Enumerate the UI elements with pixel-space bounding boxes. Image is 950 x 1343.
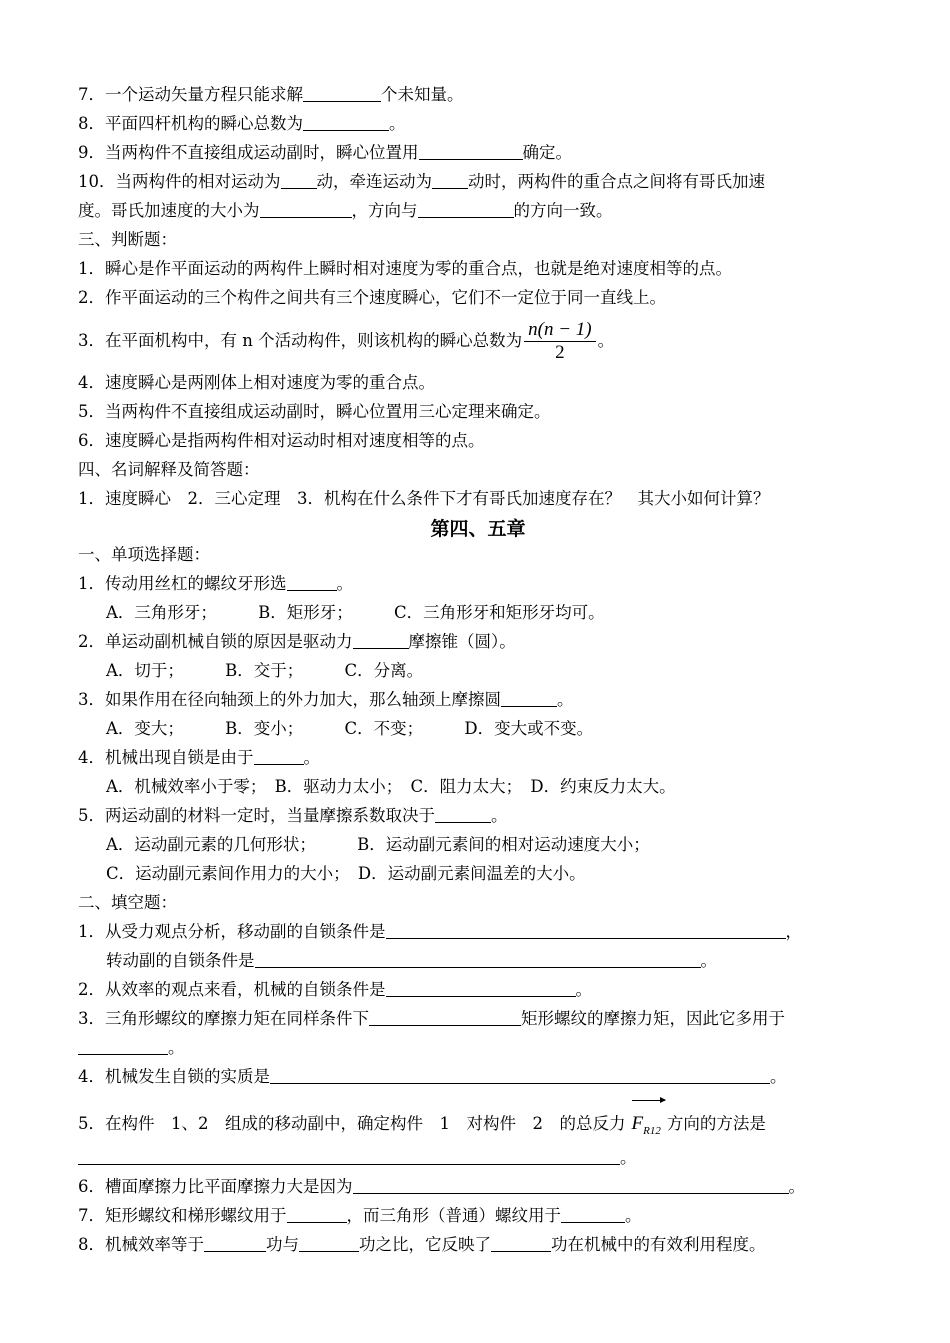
fill-q4: 4．机械发生自锁的实质是 。 [78, 1067, 787, 1086]
choice-q4: 4．机械出现自锁是由于 。 [78, 748, 320, 767]
question-8: 8．平面四杆机构的瞬心总数为 。 [78, 114, 406, 133]
fill-q6: 6．槽面摩擦力比平面摩擦力大是因为 。 [78, 1177, 805, 1196]
choice-q5-options-2: C．运动副元素间作用力的大小； D．运动副元素间温差的大小。 [106, 864, 586, 883]
blank [270, 1065, 770, 1084]
judge-q4: 4．速度瞬心是两刚体上相对速度为零的重合点。 [78, 373, 435, 392]
blank [287, 1204, 347, 1223]
blank [353, 1175, 789, 1194]
blank [260, 199, 352, 218]
force-vector-symbol: $F_{R12}$ [632, 1100, 661, 1149]
blank [254, 746, 304, 765]
fraction-formula: $\frac{n(n - 1)}{2}$ [524, 319, 595, 364]
fill-q1-cont: 转动副的自锁条件是 。 [106, 951, 717, 970]
question-10-cont: 度。哥氏加速度的大小为 ，方向与 的方向一致。 [78, 201, 613, 220]
blank [281, 170, 317, 189]
blank [299, 1233, 359, 1252]
choice-q5-options-1: A．运动副元素的几何形状； B．运动副元素间的相对运动速度大小； [106, 835, 650, 854]
blank [501, 688, 557, 707]
fill-q3-cont: 。 [78, 1036, 185, 1060]
fill-q2: 2．从效率的观点来看，机械的自锁条件是 。 [78, 980, 592, 999]
blank [419, 141, 523, 160]
blank [287, 572, 337, 591]
section-heading-fill: 二、填空题： [78, 893, 177, 912]
blank [418, 199, 514, 218]
fill-q8: 8．机械效率等于 功与 功之比，它反映了 功在机械中的有效利用程度。 [78, 1235, 766, 1254]
fill-q3: 3．三角形螺纹的摩擦力矩在同样条件下 矩形螺纹的摩擦力矩，因此它多用于 [78, 1009, 785, 1028]
fill-q7: 7．矩形螺纹和梯形螺纹用于 ，而三角形（普通）螺纹用于 。 [78, 1206, 642, 1225]
choice-q2: 2．单运动副机械自锁的原因是驱动力 摩擦锥（圆）。 [78, 632, 516, 651]
terms-q1: 1．速度瞬心 2．三心定理 3．机构在什么条件下才有哥氏加速度存在？ 其大小如何计算？ [78, 489, 770, 508]
blank [386, 978, 576, 997]
blank [303, 112, 389, 131]
blank [255, 949, 701, 968]
question-9: 9．当两构件不直接组成运动副时，瞬心位置用 确定。 [78, 143, 572, 162]
blank [204, 1233, 266, 1252]
blank [435, 804, 491, 823]
choice-q2-options: A．切于； B．交于； C．分离。 [106, 661, 424, 680]
fill-q5-cont: 。 [78, 1146, 637, 1170]
blank [432, 170, 468, 189]
judge-q3: 3．在平面机构中，有 n 个活动构件，则该机构的瞬心总数为 $\frac{n(n - 1)}{2}$ 。 [78, 319, 615, 363]
blank [561, 1204, 625, 1223]
blank [78, 1146, 620, 1165]
blank [78, 1036, 168, 1055]
judge-q6: 6．速度瞬心是指两构件相对运动时相对速度相等的点。 [78, 431, 485, 450]
vector-arrow [632, 1100, 665, 1101]
judge-q5: 5．当两构件不直接组成运动副时，瞬心位置用三心定理来确定。 [78, 402, 551, 421]
blank [303, 83, 381, 102]
question-10: 10．当两构件的相对运动为 动，牵连运动为 动时，两构件的重合点之间将有哥氏加速 [78, 172, 765, 191]
section-heading-choice: 一、单项选择题： [78, 545, 210, 564]
choice-q3: 3．如果作用在径向轴颈上的外力加大，那么轴颈上摩擦圆 。 [78, 690, 574, 709]
blank [353, 630, 409, 649]
blank [386, 920, 786, 939]
choice-q1: 1．传动用丝杠的螺纹牙形选 。 [78, 574, 353, 593]
blank [369, 1007, 521, 1026]
question-7: 7．一个运动矢量方程只能求解 个未知量。 [78, 85, 464, 104]
fill-q1: 1．从受力观点分析，移动副的自锁条件是 ， [78, 922, 802, 941]
blank [491, 1233, 551, 1252]
section-heading-judge: 三、判断题： [78, 230, 177, 249]
choice-q4-options: A．机械效率小于零； B．驱动力太小； C．阻力太大； D．约束反力太大。 [106, 777, 676, 796]
choice-q1-options: A．三角形牙； B．矩形牙； C．三角形牙和矩形牙均可。 [106, 603, 605, 622]
choice-q5: 5．两运动副的材料一定时，当量摩擦系数取决于 。 [78, 806, 508, 825]
section-heading-terms: 四、名词解释及简答题： [78, 460, 260, 479]
choice-q3-options: A．变大； B．变小； C．不变； D．变大或不变。 [106, 719, 594, 738]
judge-q2: 2．作平面运动的三个构件之间共有三个速度瞬心，它们不一定位于同一直线上。 [78, 288, 666, 307]
judge-q1: 1．瞬心是作平面运动的两构件上瞬时相对速度为零的重合点，也就是绝对速度相等的点。 [78, 259, 732, 278]
fill-q5: 5．在构件 1、2 组成的移动副中，确定构件 1 对构件 2 的总反力 $F_{R12}$ 方向的方法是 [78, 1100, 766, 1136]
chapter-title: 第四、五章 [430, 518, 526, 540]
